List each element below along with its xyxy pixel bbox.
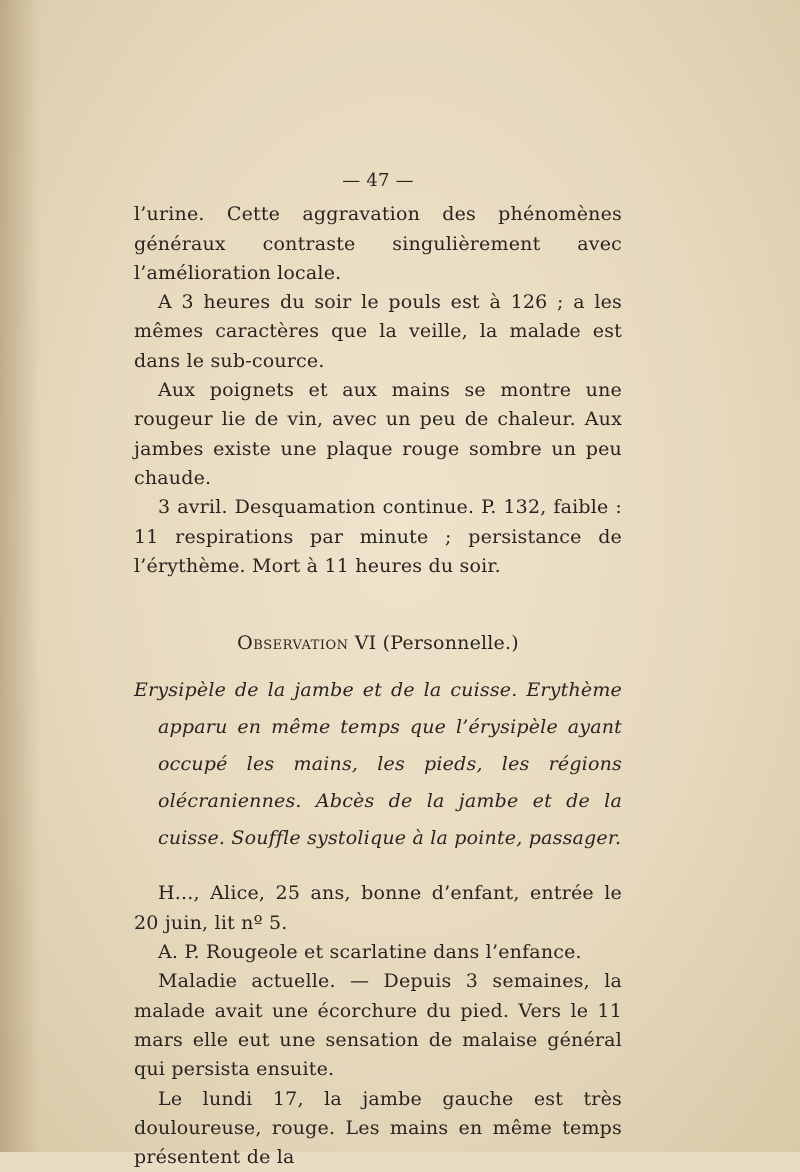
paragraph: H..., Alice, 25 ans, bonne d’enfant, entrée le 20 juin, lit nº 5. <box>134 882 622 934</box>
observation-summary: Erysipèle de la jambe et de la cuisse. Erythème apparu en même temps que l’érysipèle ayant occupé les mains, les pieds, les régions olécraniennes. Abcès de la jambe et de la cuisse. Souffle systolique à la pointe, passager. <box>134 679 622 850</box>
paragraph: A. P. Rougeole et scarlatine dans l’enfance. <box>158 941 582 964</box>
paragraph: A 3 heures du soir le pouls est à 126 ; a les mêmes caractères que la veille, la malade est dans le sub-cource. <box>134 291 622 372</box>
observation-heading <box>134 629 622 658</box>
paragraph: 3 avril. Desquamation continue. P. 132, faible : 11 respirations par minute ; persistance de l’érythème. Mort à 11 heures du soir. <box>134 496 622 577</box>
paragraph: Le lundi 17, la jambe gauche est très douloureuse, rouge. Les mains en même temps présentent de la <box>134 1087 622 1169</box>
paragraph: l’urine. Cette aggravation des phénomènes généraux contraste singulièrement avec l’amélioration locale. <box>134 203 622 284</box>
paragraph: Maladie actuelle. — Depuis 3 semaines, la malade avait une écorchure du pied. Vers le 11 mars elle eut une sensation de malaise général qui persista ensuite. <box>134 970 622 1081</box>
page-text <box>134 166 622 1172</box>
observation-label: Observation <box>237 632 349 655</box>
observation-number: VI (Personnelle.) <box>354 632 519 655</box>
binding-shadow <box>0 0 40 1152</box>
page-number: — 47 — <box>342 170 414 191</box>
paragraph: Aux poignets et aux mains se montre une rougeur lie de vin, avec un peu de chaleur. Aux jambes existe une plaque rouge sombre un peu chaude. <box>134 379 622 489</box>
